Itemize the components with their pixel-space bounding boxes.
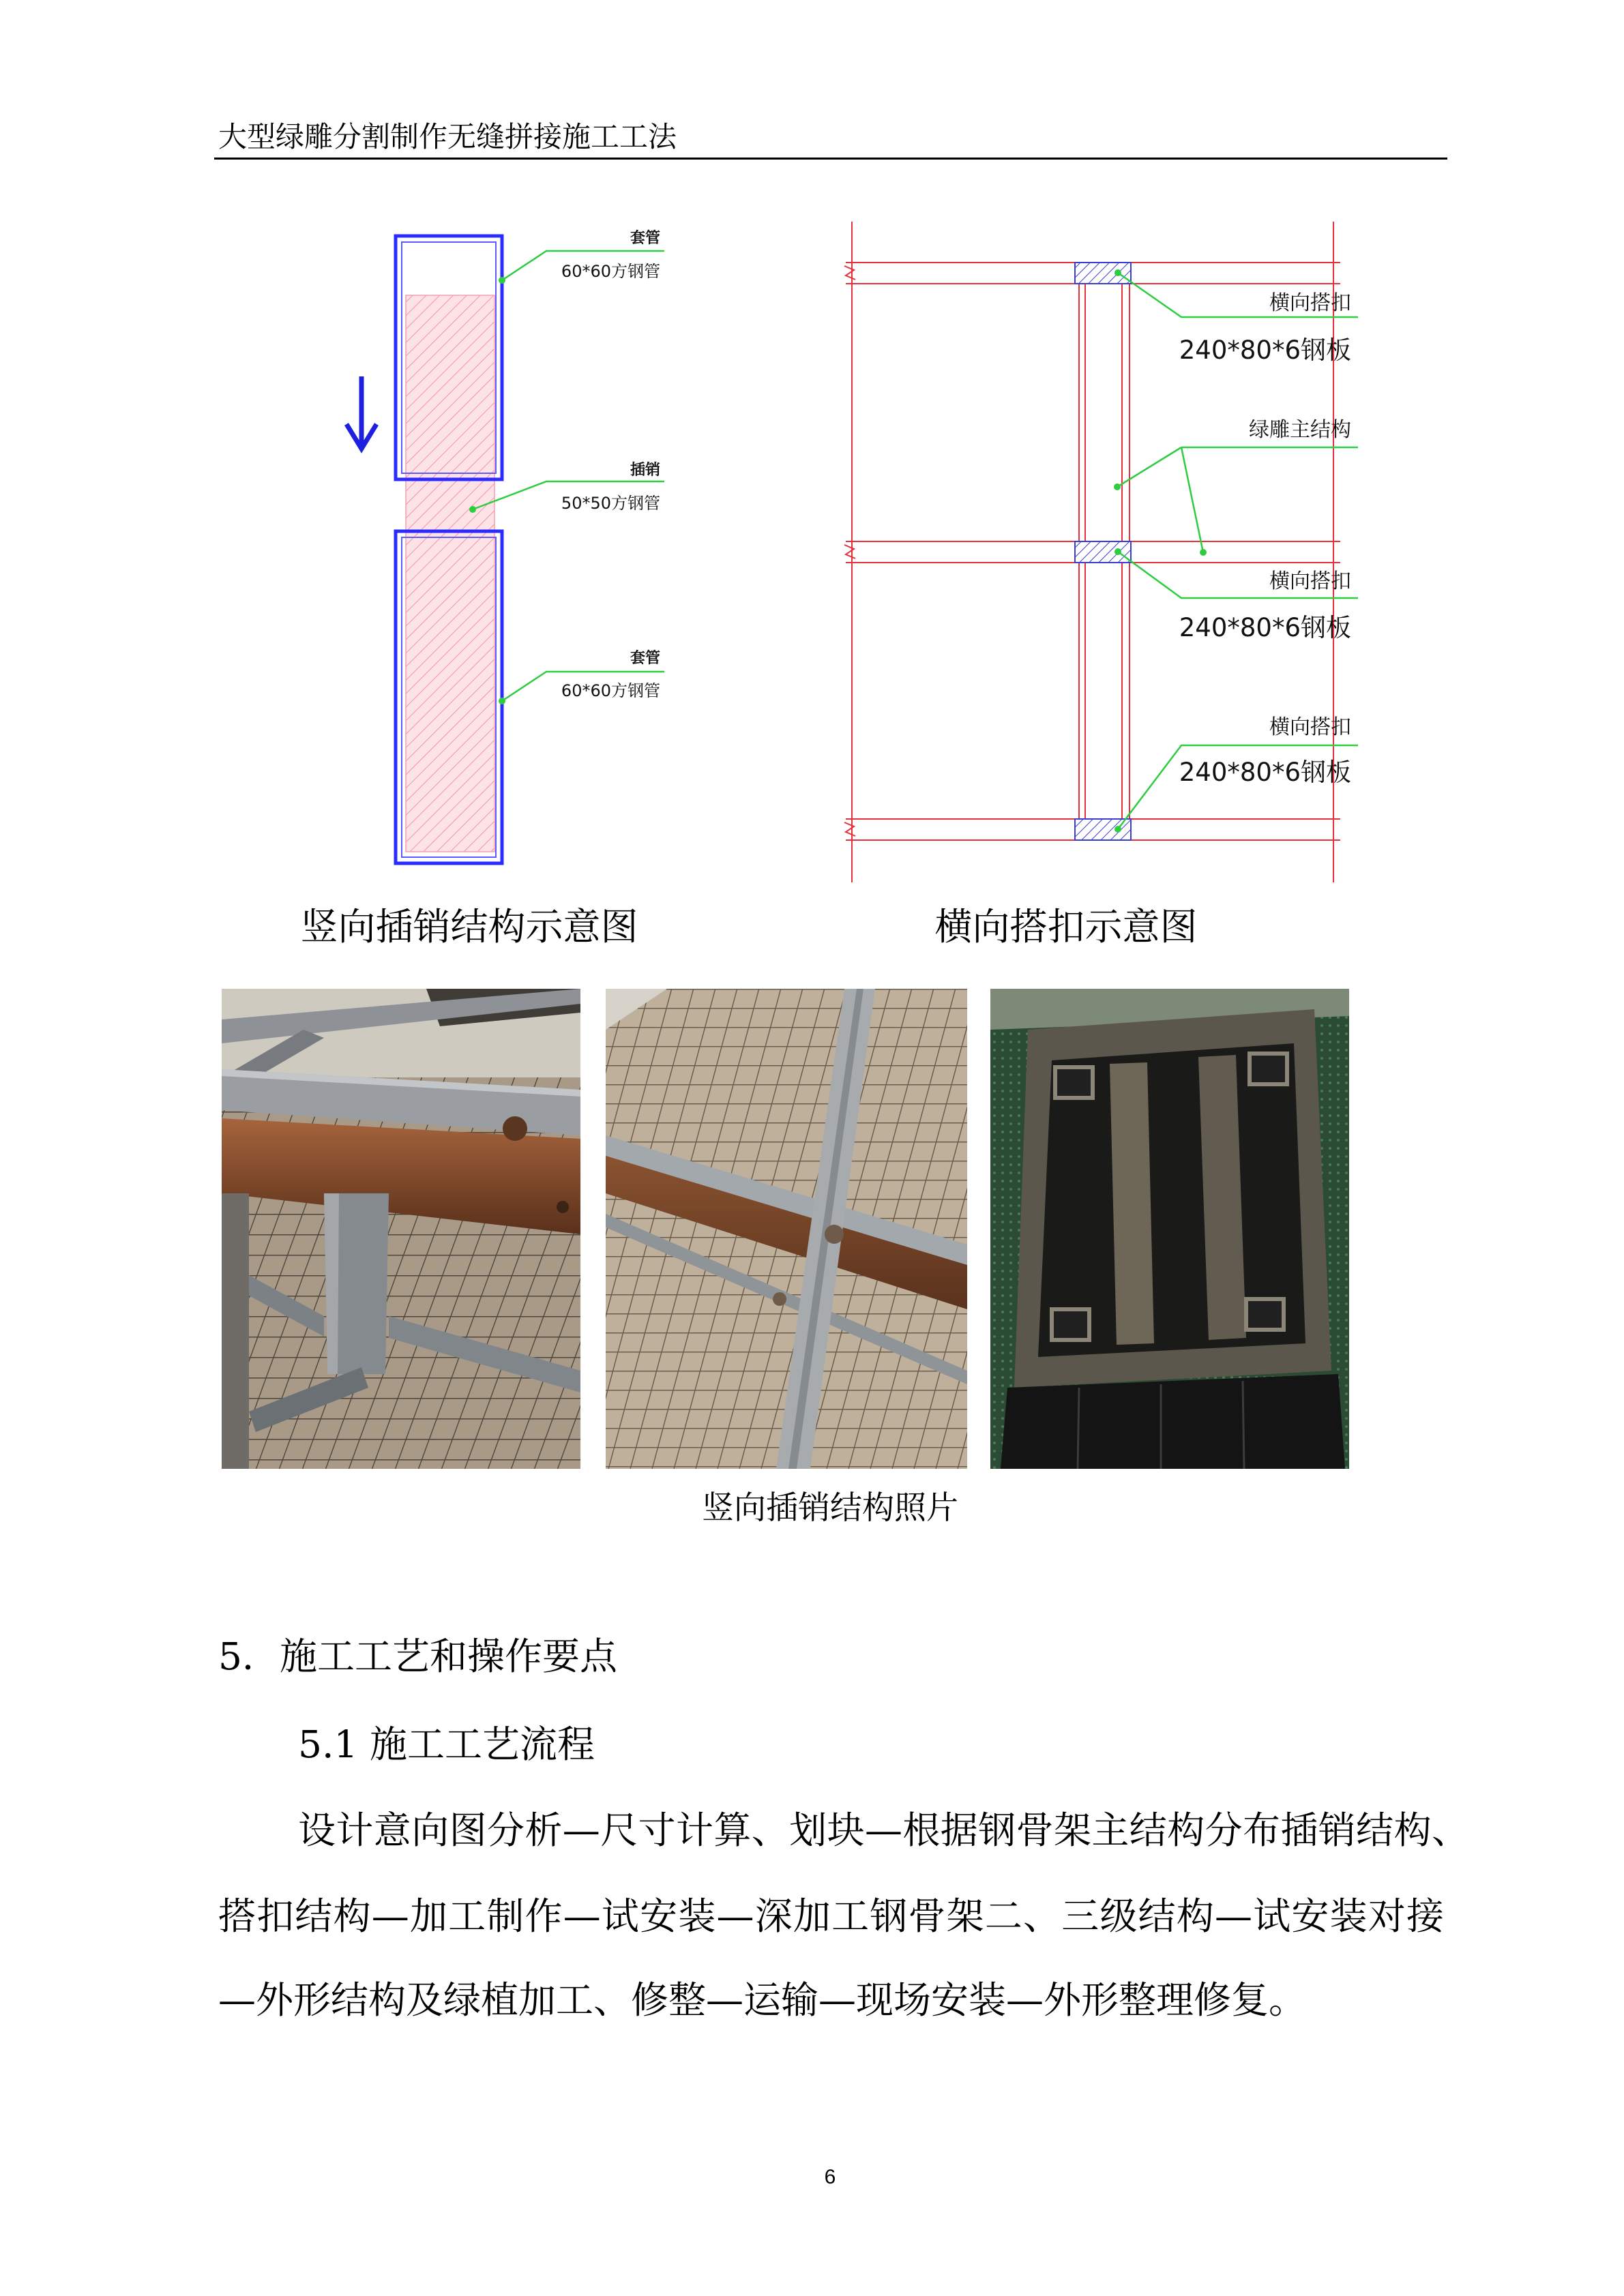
photo-caption: 竖向插销结构照片: [702, 1489, 958, 1527]
leader-dot: [1114, 826, 1121, 833]
bottom-buckle-spec-label: 240*80*6钢板: [1179, 758, 1351, 787]
vertical-pin-diagram: [327, 218, 696, 886]
leader-dot: [1200, 549, 1207, 556]
page-number: 6: [824, 2166, 836, 2188]
horizontal-buckle-diagram: [832, 211, 1371, 893]
break-mark: [844, 545, 855, 558]
leader-line: [1181, 447, 1203, 552]
upper-sleeve-spec-label: 60*60方钢管: [561, 262, 660, 281]
site-photo-1: [222, 989, 580, 1469]
section-heading: 5．施工工艺和操作要点: [218, 1635, 617, 1678]
pin-name-label: 插销: [630, 462, 660, 479]
header-divider: [214, 158, 1447, 160]
site-photo-3: [990, 989, 1349, 1469]
paragraph-line: 设计意向图分析—尺寸计算、划块—根据钢骨架主结构分布插销结构、: [298, 1808, 1469, 1852]
horizontal-buckle-diagram-caption: 横向搭扣示意图: [934, 905, 1198, 949]
leader-line: [1117, 447, 1181, 487]
running-header-title: 大型绿雕分割制作无缝拼接施工工法: [218, 120, 677, 153]
leader-dot: [469, 506, 476, 513]
top-buckle-spec-label: 240*80*6钢板: [1179, 336, 1351, 365]
lower-sleeve-name-label: 套管: [630, 650, 660, 667]
main-structure-label: 绿雕主结构: [1249, 418, 1351, 442]
pin-tube: [406, 295, 494, 852]
leader-dot: [499, 698, 505, 704]
lower-sleeve-spec-label: 60*60方钢管: [561, 681, 660, 700]
leader-dot: [499, 277, 505, 284]
buckle-plate-middle: [1075, 541, 1131, 563]
bottom-buckle-name-label: 横向搭扣: [1269, 715, 1351, 739]
buckle-plate-top: [1075, 263, 1131, 284]
leader-dot: [1114, 483, 1121, 490]
section-subheading: 5.1 施工工艺流程: [298, 1723, 595, 1766]
paragraph-line: 搭扣结构—加工制作—试安装—深加工钢骨架二、三级结构—试安装对接: [218, 1894, 1444, 1938]
vertical-pin-diagram-caption: 竖向插销结构示意图: [300, 905, 638, 949]
site-photo-2: [606, 989, 967, 1469]
upper-sleeve-name-label: 套管: [630, 230, 660, 247]
paragraph-line: —外形结构及绿植加工、修整—运输—现场安装—外形整理修复。: [218, 1978, 1307, 2022]
break-mark: [844, 266, 855, 280]
middle-buckle-spec-label: 240*80*6钢板: [1179, 613, 1351, 642]
break-mark: [844, 822, 855, 836]
leader-dot: [1114, 548, 1121, 555]
middle-buckle-name-label: 横向搭扣: [1269, 569, 1351, 593]
down-arrow-icon: [346, 376, 377, 449]
top-buckle-name-label: 横向搭扣: [1269, 291, 1351, 315]
leader-dot: [1114, 269, 1121, 276]
pin-spec-label: 50*50方钢管: [561, 494, 660, 513]
